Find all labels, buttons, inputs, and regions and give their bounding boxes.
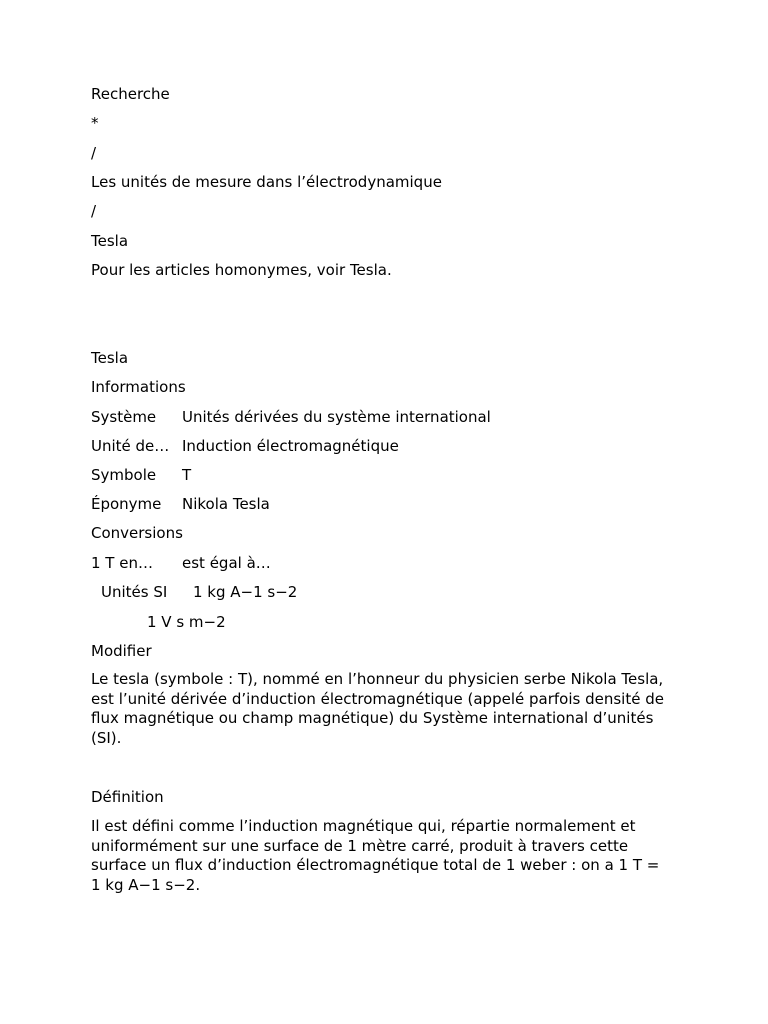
breadcrumb-separator: / <box>91 144 97 162</box>
conversion-si-value: 1 V s m−2 <box>147 613 226 631</box>
infobox-section-conversions: Conversions <box>91 524 183 542</box>
breadcrumb-category-link[interactable]: Les unités de mesure dans l’électrodynamique <box>91 173 442 191</box>
infobox-row-label: Système <box>91 408 157 426</box>
conversion-si-value: 1 kg A−1 s−2 <box>193 583 298 601</box>
definition-paragraph: Il est défini comme l’induction magnétique qui, répartie normalement et uniformément sur une surface de 1 mètre carré, produit à travers cette surface un flux d’induction électromagnétique total de 1 weber : on a 1 T = 1 kg A−1 s−2. <box>91 817 660 894</box>
breadcrumb-star[interactable]: * <box>91 114 99 132</box>
edit-link[interactable]: Modifier <box>91 642 152 660</box>
infobox-row-label: Unité de… <box>91 437 170 455</box>
homonym-note[interactable]: Pour les articles homonymes, voir Tesla. <box>91 261 392 279</box>
conversion-si-label[interactable]: Unités SI <box>101 583 168 601</box>
breadcrumb-search-link[interactable]: Recherche <box>91 85 170 103</box>
infobox-row-value[interactable]: Nikola Tesla <box>182 495 270 513</box>
intro-paragraph: Le tesla (symbole : T), nommé en l’honneur du physicien serbe Nikola Tesla, est l’unité dérivée d’induction électromagnétique (appelé parfois densité de flux magnétique ou champ magnétique) du Système international d’unités (SI). <box>91 670 664 747</box>
infobox-row-value: T <box>182 466 192 484</box>
infobox-row-value[interactable]: Induction électromagnétique <box>182 437 399 455</box>
infobox-title: Tesla <box>91 349 129 367</box>
breadcrumb-separator: / <box>91 202 97 220</box>
conversion-header-value: est égal à… <box>182 554 271 572</box>
conversion-header-label: 1 T en… <box>91 554 153 572</box>
section-heading-definition: Définition <box>91 788 164 806</box>
page-title: Tesla <box>91 232 129 250</box>
infobox-section-informations: Informations <box>91 378 186 396</box>
infobox-row-label: Symbole <box>91 466 157 484</box>
infobox-row-value[interactable]: Unités dérivées du système international <box>182 408 491 426</box>
infobox-row-label: Éponyme <box>91 495 162 513</box>
